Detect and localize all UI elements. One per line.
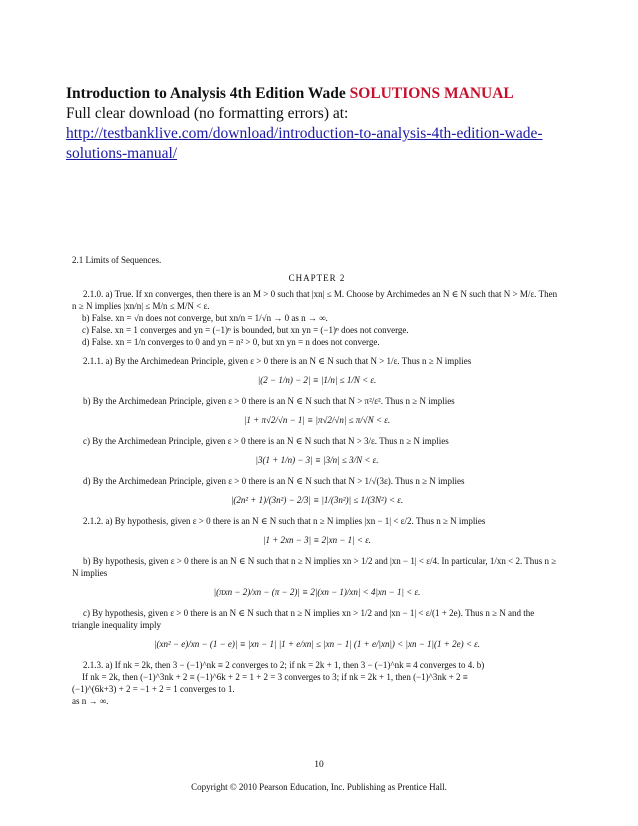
exercise-2-1-1-a: 2.1.1. a) By the Archimedean Principle, given ε > 0 there is an N ∈ N such that N > 1/ε. Thus n ≥ N implies — [83, 356, 472, 366]
download-link-line1[interactable]: http://testbanklive.com/download/introduction-to-analysis-4th-edition-wade- — [66, 125, 543, 142]
exercise-2-1-2-a: 2.1.2. a) By hypothesis, given ε > 0 there is an N ∈ N such that n ≥ N implies |xn − 1| < ε/2. Thus n ≥ N implies — [83, 516, 486, 526]
title-black: Introduction to Analysis 4th Edition Wade — [66, 85, 350, 102]
download-note: Full clear download (no formatting errors) at: — [66, 105, 349, 122]
page-number: 10 — [314, 760, 324, 770]
equation-1: |(2 − 1/n) − 2| ≡ |1/n| ≤ 1/N < ε. — [257, 375, 377, 385]
exercise-2-1-0-c: c) False. xn = 1 converges and yn = (−1)ⁿ is bounded, but xn yn = (−1)ⁿ does not converge. — [82, 325, 409, 335]
exercise-2-1-0-d: d) False. xn = 1/n converges to 0 and yn = n² > 0, but xn yn = n does not converge. — [82, 337, 380, 347]
exercise-2-1-0-b: b) False. xn = √n does not converge, but xn/n = 1/√n → 0 as n → ∞. — [82, 313, 328, 323]
exercise-2-1-3-d: as n → ∞. — [72, 696, 109, 706]
download-link-line2[interactable]: solutions-manual/ — [66, 145, 178, 162]
equation-4: |(2n² + 1)/(3n²) − 2/3| ≡ |1/(3n²)| ≤ 1/(3N²) < ε. — [230, 495, 404, 505]
equation-5: |1 + 2xn − 3| ≡ 2|xn − 1| < ε. — [262, 535, 372, 545]
exercise-2-1-3-c: (−1)^(6k+3) + 2 = −1 + 2 = 1 converges to 1. — [72, 684, 235, 694]
equation-2: |1 + π√2/√n − 1| ≡ |π√2/√n| ≤ π/√N < ε. — [243, 415, 391, 425]
exercise-2-1-0-a: 2.1.0. a) True. If xn converges, then there is an M > 0 such that |xn| ≤ M. Choose by Archimedes an N ∈ N such that N > M/ε. Then n ≥ N implies |xn/n| ≤ M/n ≤ M/N < ε. — [72, 289, 558, 311]
exercise-2-1-1-c: c) By the Archimedean Principle, given ε > 0 there is an N ∈ N such that N > 3/ε. Thus n ≥ N implies — [83, 436, 449, 446]
document-title — [66, 84, 606, 104]
equation-7: |(xn² − e)/xn − (1 − e)| ≡ |xn − 1| |1 + e/xn| ≤ |xn − 1| (1 + e/|xn|) < |xn − 1|(1 + 2e) < ε. — [154, 639, 480, 649]
solutions-content — [72, 254, 562, 707]
section-heading: 2.1 Limits of Sequences. — [72, 255, 162, 265]
header-block — [66, 84, 606, 164]
equation-3: |3(1 + 1/n) − 3| ≡ |3/n| ≤ 3/N < ε. — [255, 455, 379, 465]
exercise-2-1-2-b: b) By hypothesis, given ε > 0 there is an N ∈ N such that n ≥ N implies xn > 1/2 and |xn − 1| < ε/4. In particular, 1/xn < 2. Thus n ≥ N implies — [72, 556, 557, 578]
exercise-2-1-3-a: 2.1.3. a) If nk = 2k, then 3 − (−1)^nk ≡ 2 converges to 2; if nk = 2k + 1, then 3 − (−1)^nk ≡ 4 converges to 4. b) — [83, 660, 485, 670]
copyright-notice: Copyright © 2010 Pearson Education, Inc. Publishing as Prentice Hall. — [191, 782, 447, 792]
exercise-2-1-1-b: b) By the Archimedean Principle, given ε > 0 there is an N ∈ N such that N > π²/ε². Thus n ≥ N implies — [83, 396, 455, 406]
chapter-heading: CHAPTER 2 — [288, 273, 346, 283]
exercise-2-1-2-c: c) By hypothesis, given ε > 0 there is an N ∈ N such that n ≥ N implies xn > 1/2 and |xn − 1| < ε/(1 + 2e). Thus n ≥ N and the triangle inequality imply — [72, 608, 535, 630]
equation-6: |(πxn − 2)/xn − (π − 2)| ≡ 2|(xn − 1)/xn| < 4|xn − 1| < ε. — [213, 587, 421, 597]
exercise-2-1-1-d: d) By the Archimedean Principle, given ε > 0 there is an N ∈ N such that N > 1/√(3ε). Thus n ≥ N implies — [83, 476, 465, 486]
title-red: SOLUTIONS MANUAL — [349, 85, 514, 102]
exercise-2-1-3-b: If nk = 2k, then (−1)^3nk + 2 ≡ (−1)^6k + 2 = 1 + 2 = 3 converges to 3; if nk = 2k + 1, then (−1)^3nk + 2 ≡ — [82, 672, 468, 682]
